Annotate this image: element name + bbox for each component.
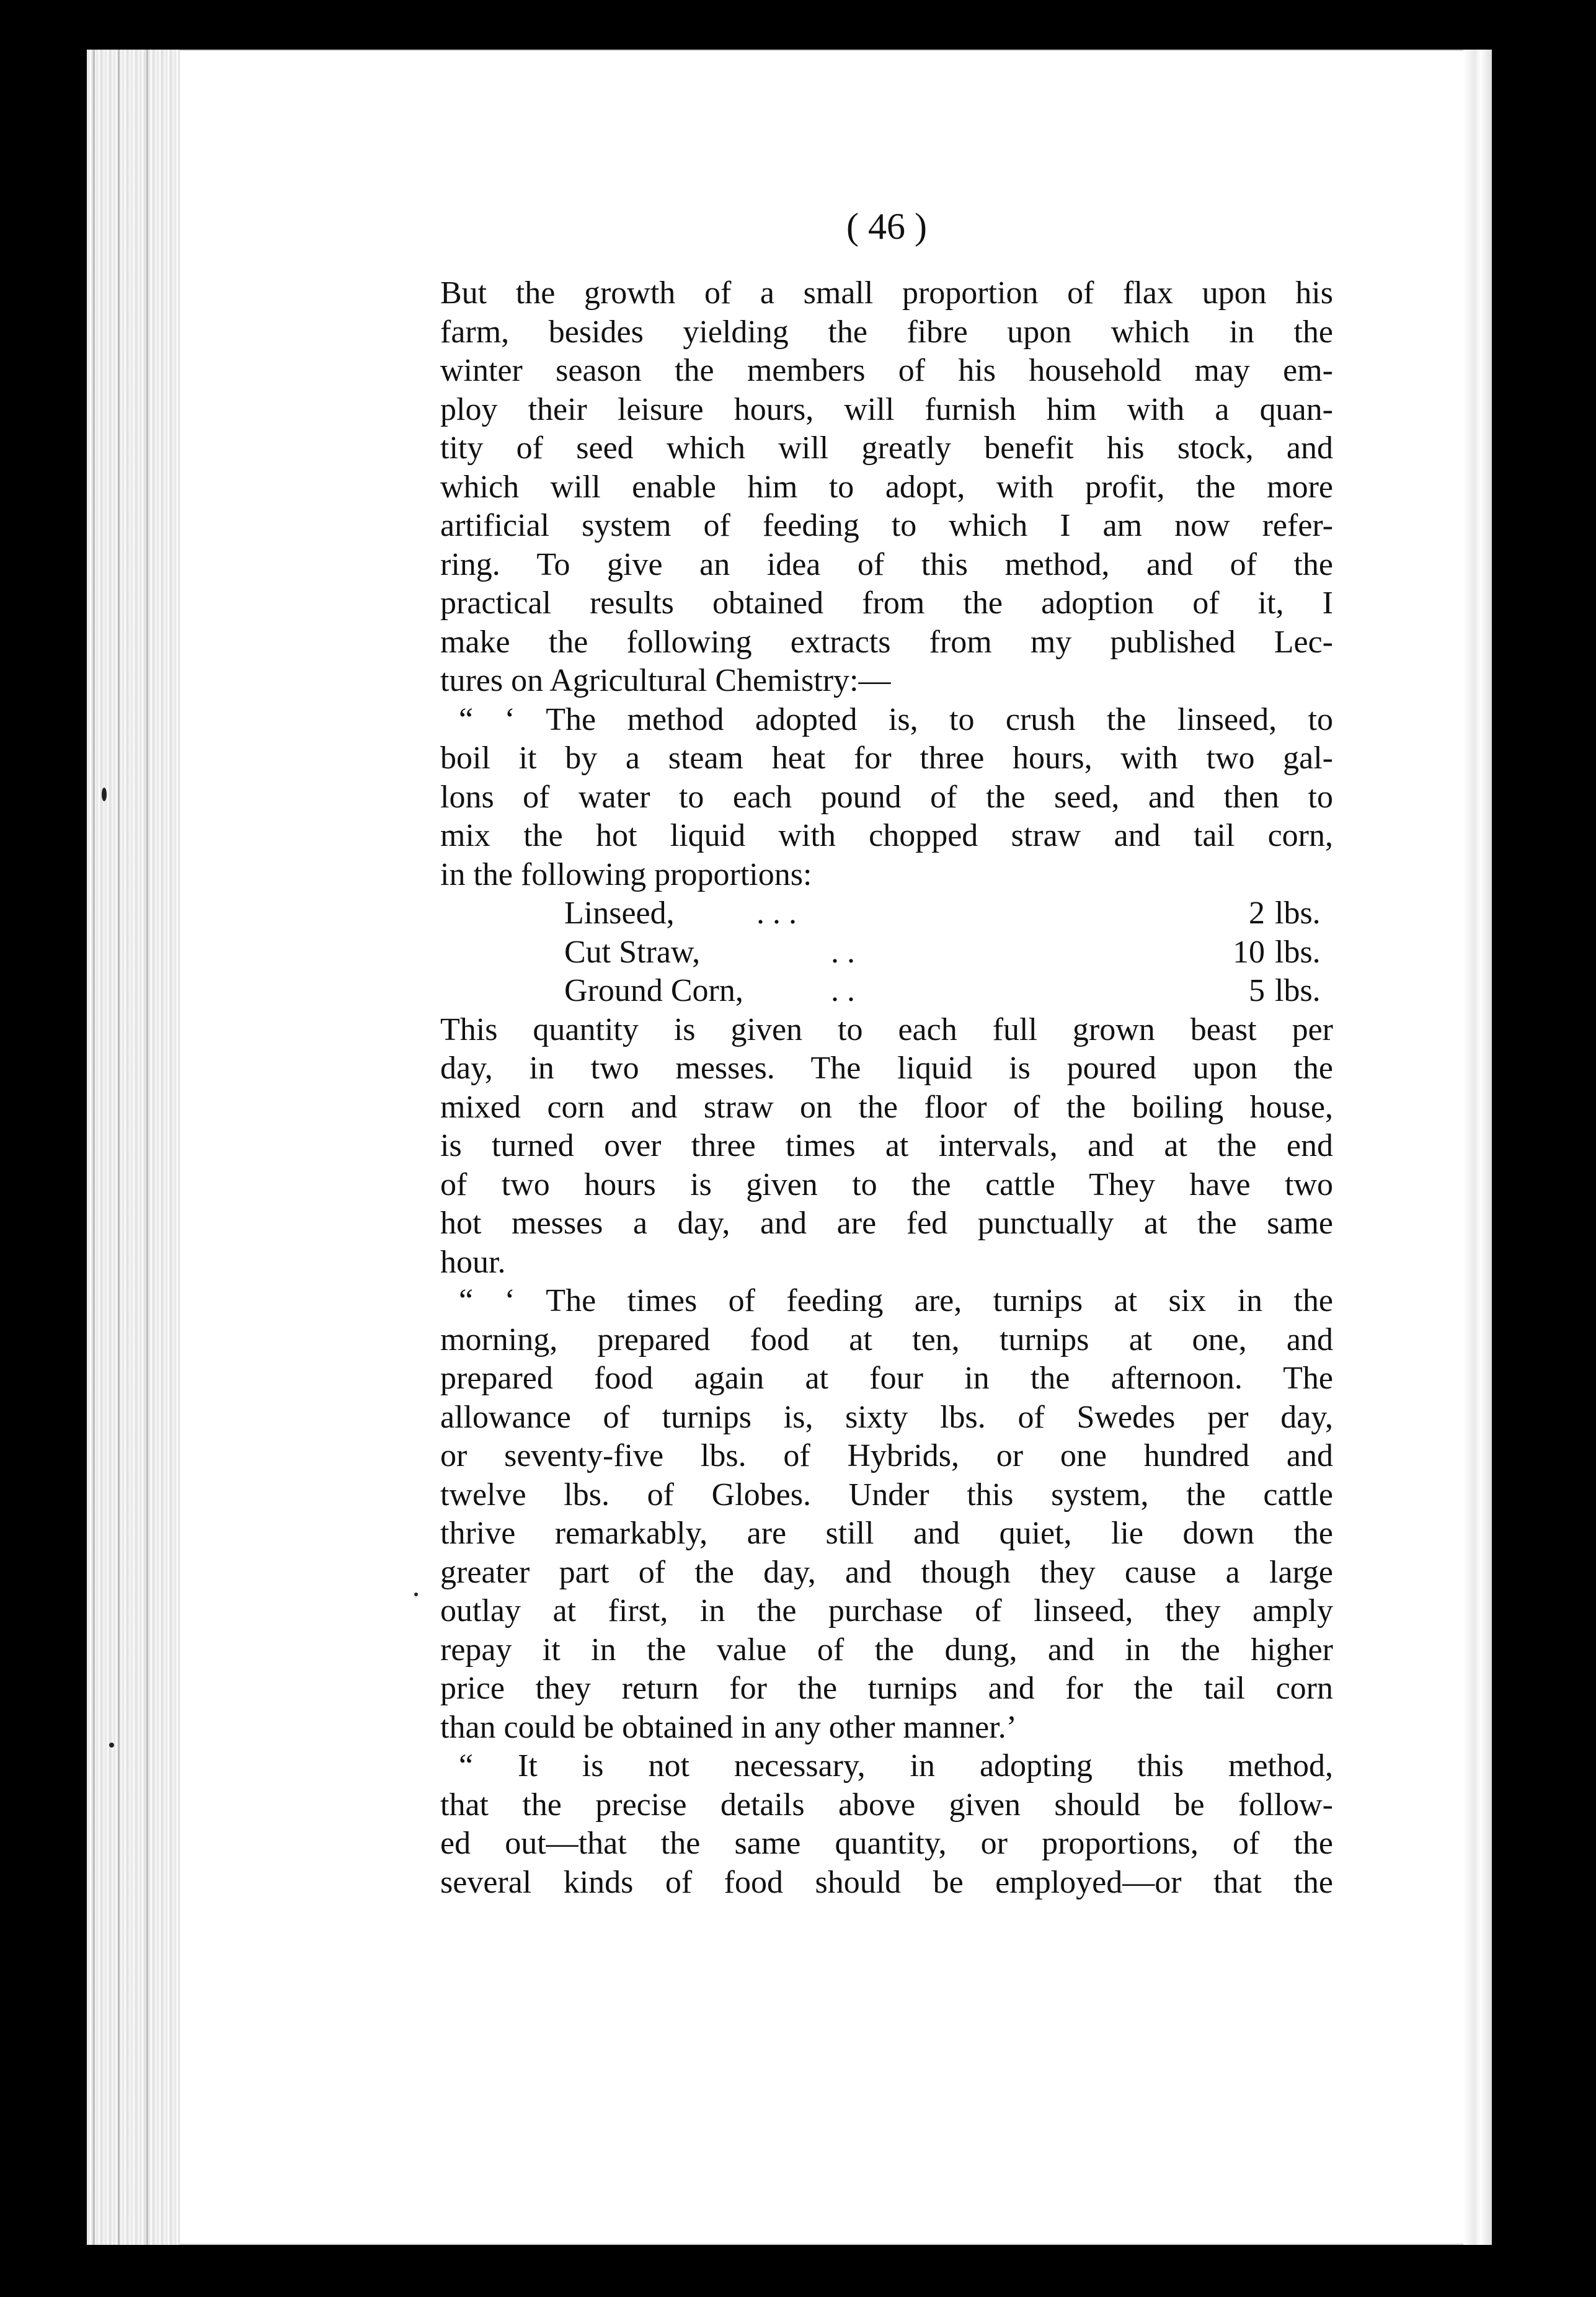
text-line: is turned over three times at intervals, and at the end [440,1128,1333,1163]
paragraph-intro [440,274,1333,894]
text-line: ed out—that the same quantity, or proportions, of the [440,1826,1333,1861]
text-line: But the growth of a small proportion of flax upon his [440,275,1333,311]
binding-line [146,50,148,2245]
text-line: practical results obtained from the adoption of it, I [440,585,1333,621]
table-leader-dots: . . [831,934,855,970]
text-line: morning, prepared food at ten, turnips at one, and [440,1322,1333,1357]
text-line: in the following proportions: [440,856,812,892]
text-line: or seventy-five lbs. of Hybrids, or one hundred and [440,1438,1333,1473]
table-row [440,894,1333,933]
text-line: greater part of the day, and though they cause a large [440,1554,1333,1590]
text-line: mixed corn and straw on the floor of the boiling house, [440,1089,1333,1125]
scan-speck [109,1743,114,1748]
text-line: price they return for the turnips and for the tail corn [440,1671,1333,1706]
page-number: ( 46 ) [846,206,927,247]
table-item: Linseed, [564,895,675,931]
text-line: mix the hot liquid with chopped straw and tail corn, [440,818,1333,853]
text-line: hot messes a day, and are fed punctually at the same [440,1206,1333,1241]
text-line: “ ‘ The times of feeding are, turnips at six in the [459,1283,1333,1318]
binding-line [93,50,95,2245]
paragraph-body [440,1011,1333,1903]
text-line: “ ‘ The method adopted is, to crush the linseed, to [459,701,1333,737]
text-line: make the following extracts from my published Lec- [440,624,1333,660]
text-line: which will enable him to adopt, with profit, the more [440,469,1333,505]
page-binding-edge [87,50,180,2245]
text-line: winter season the members of his household may em- [440,353,1333,388]
text-line: farm, besides yielding the fibre upon which in the [440,314,1333,350]
scan-top-border [0,0,1596,50]
scan-bottom-border [0,2245,1596,2297]
proportions-table [440,894,1333,1011]
text-line: ring. To give an idea of this method, and of the [440,546,1333,582]
text-line: thrive remarkably, are still and quiet, lie down the [440,1516,1333,1551]
table-leader-dots: . . [831,973,855,1008]
table-unit: lbs. [1275,934,1321,970]
text-line: lons of water to each pound of the seed, and then to [440,779,1333,815]
text-line: prepared food again at four in the afternoon. The [440,1361,1333,1396]
table-unit: lbs. [1275,973,1321,1008]
binding-line [118,50,120,2245]
scan-right-border [1492,0,1596,2297]
page-text [440,274,1333,1902]
table-quantity: 5 [1249,973,1265,1008]
page-right-edge [1463,50,1492,2245]
text-line: This quantity is given to each full grown beast per [440,1011,1333,1047]
text-line: repay it in the value of the dung, and in the higher [440,1632,1333,1668]
text-line: ploy their leisure hours, will furnish him with a quan- [440,391,1333,427]
table-item: Cut Straw, [564,934,701,970]
text-line: tity of seed which will greatly benefit his stock, and [440,430,1333,466]
text-line: artificial system of feeding to which I am now refer- [440,508,1333,543]
scan-speck [414,1593,418,1596]
text-line: outlay at first, in the purchase of linseed, they amply [440,1593,1333,1628]
table-item: Ground Corn, [564,973,743,1008]
text-line: that the precise details above given should be follow- [440,1787,1333,1823]
text-line: several kinds of food should be employed—or that the [440,1864,1333,1900]
table-row [440,972,1333,1011]
text-line: “ It is not necessary, in adopting this method, [459,1748,1333,1784]
table-quantity: 10 [1233,934,1265,970]
text-line: day, in two messes. The liquid is poured upon the [440,1051,1333,1086]
table-unit: lbs. [1275,895,1321,931]
table-quantity: 2 [1249,895,1265,931]
table-row [440,933,1333,972]
text-line: tures on Agricultural Chemistry:— [440,663,891,698]
text-line: twelve lbs. of Globes. Under this system, the cattle [440,1477,1333,1513]
text-line: allowance of turnips is, sixty lbs. of Swedes per day, [440,1399,1333,1435]
text-line: boil it by a steam heat for three hours, with two gal- [440,740,1333,776]
text-line: hour. [440,1244,506,1280]
text-line: of two hours is given to the cattle They have two [440,1166,1333,1202]
table-leader-dots: . . . [756,895,797,931]
text-line: than could be obtained in any other manner.’ [440,1709,1017,1745]
scan-speck [102,788,107,801]
